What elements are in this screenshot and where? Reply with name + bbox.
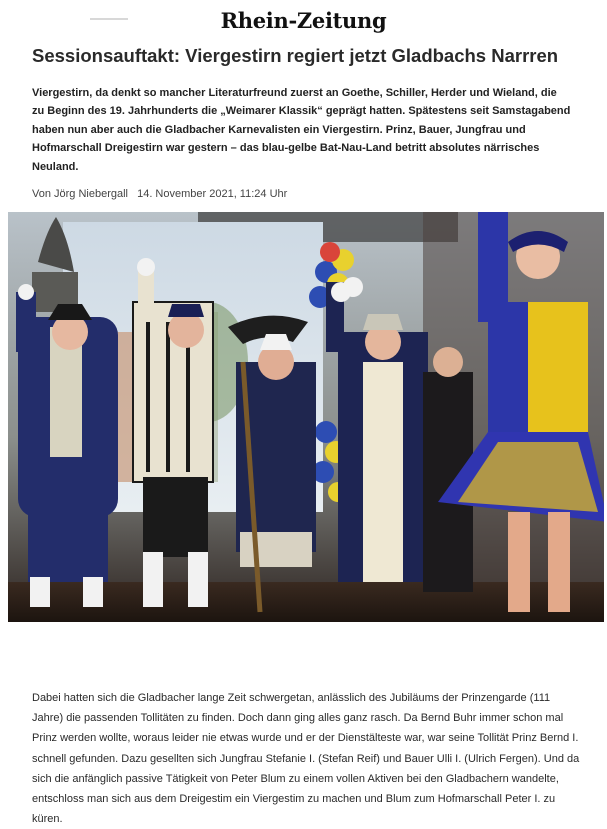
article-byline [32, 188, 293, 200]
article-headline: Sessionsauftakt: Viergestirn regiert jetzt Gladbachs Narrren [32, 45, 559, 66]
newspaper-masthead: Rhein-Zeitung [220, 8, 387, 33]
article-lead: Viergestirn, da denkt so mancher Literaturfreund zuerst an Goethe, Schiller, Herder und Wieland, die zu Beginn des 19. Jahrhunderts die „Weimarer Klassik“ geprägt hatten. Spätestens seit Samstagabend haben nun aber auch die Gladbacher Karnevalisten ein Viergestirn. Prinz, Bauer, Jungfrau und Hofmarschall Dreigestirn war gestern – das blau-gelbe Bat-Nau-Land betritt absolutes närrisches Neuland. [32, 87, 571, 173]
article-body: Dabei hatten sich die Gladbacher lange Zeit schwergetan, anlässlich des Jubiläums der Prinzengarde (111 Jahre) die passenden Tollitäten zu finden. Doch dann ging alles ganz rasch. Da Bernd Buhr immer schon mal Prinz werden wollte, woraus leider nie etwas wurde und er der Dienstälteste war, war seine Tollität Prinz Bernd I. schnell gefunden. Dazu gesellten sich Jungfrau Stefanie I. (Stefan Reif) und Bauer Ulli I. (Ulrich Fergen). Und da sich die anfänglich passive Tätigkeit von Peter Blum zu einem vollen Aktiven bei den Gladbachern wandelte, entschloss man sich aus dem Dreigestim ein Viergestim zu machen und Blum zum Hofmarschall Peter I. zu küren. [32, 692, 580, 826]
publish-date: 14. November 2021, 11:24 Uhr [137, 188, 288, 200]
author-name: Von Jörg Niebergall [32, 188, 129, 200]
article-photo [8, 212, 604, 622]
